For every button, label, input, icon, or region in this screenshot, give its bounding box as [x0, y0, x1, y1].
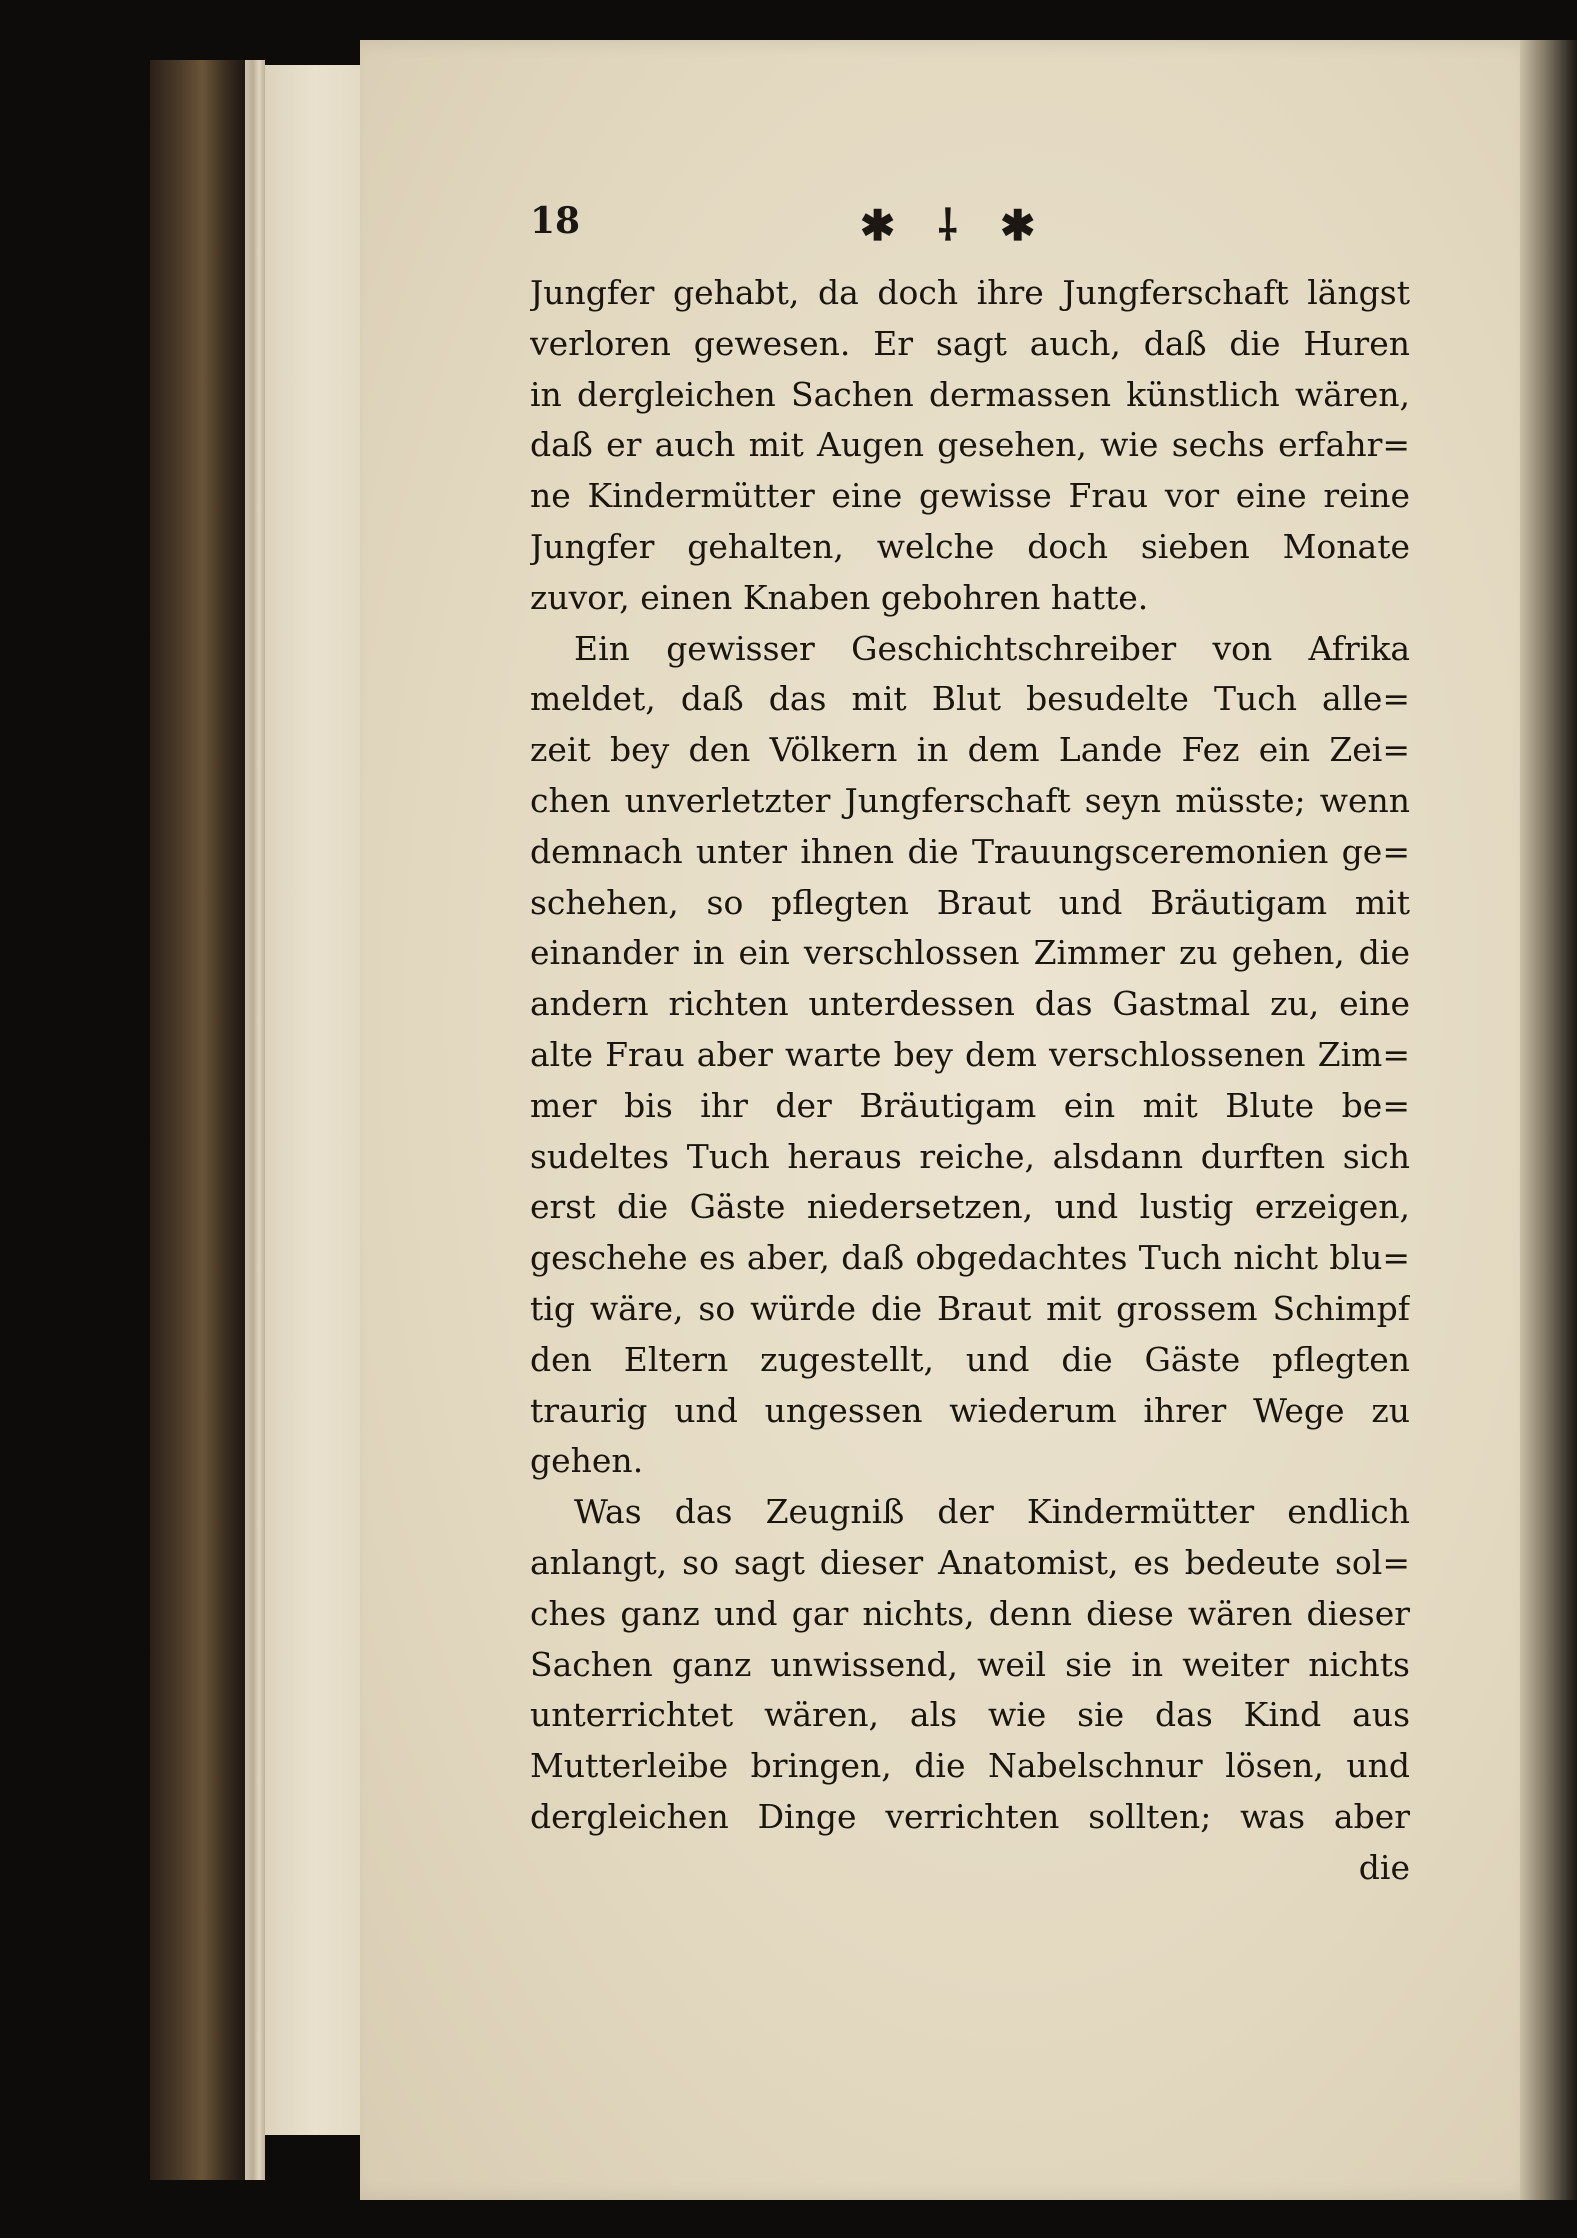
text-line: Sachen ganz unwissend, weil sie in weiter nichts [530, 1644, 1410, 1684]
text-line: zuvor, einen Knaben gebohren hatte. [530, 577, 1149, 617]
text-line: Ein gewisser Geschichtschreiber von Afrika [574, 628, 1410, 668]
text-line: tig wäre, so würde die Braut mit grossem Schimpf [530, 1288, 1410, 1328]
text-line: traurig und ungessen wiederum ihrer Wege zu [530, 1390, 1410, 1430]
text-line: einander in ein verschlossen Zimmer zu gehen, die [530, 933, 1410, 973]
header-ornament: ✱ ⸸ ✱ [860, 201, 1050, 250]
text-line: daß er auch mit Augen gesehen, wie sechs erfahr= [530, 425, 1410, 465]
text-line: Jungfer gehabt, da doch ihre Jungferschaft längst [530, 273, 1410, 312]
text-line: anlangt, so sagt dieser Anatomist, es bedeute sol= [530, 1542, 1410, 1582]
body-text [530, 268, 1410, 1894]
text-line: geschehe es aber, daß obgedachtes Tuch nicht blu= [530, 1238, 1410, 1278]
text-line: den Eltern zugestellt, und die Gäste pflegten [530, 1339, 1410, 1379]
text-line: gehen. [530, 1441, 644, 1481]
previous-page-edges [265, 65, 365, 2135]
text-line: ches ganz und gar nichts, denn diese wären dieser [530, 1593, 1410, 1633]
text-line: Was das Zeugniß der Kindermütter endlich [574, 1492, 1410, 1532]
text-line: mer bis ihr der Bräutigam ein mit Blute be= [530, 1085, 1410, 1125]
text-line: schehen, so pflegten Braut und Bräutigam mit [530, 882, 1410, 922]
text-line: meldet, daß das mit Blut besudelte Tuch alle= [530, 679, 1410, 719]
page-number: 18 [530, 200, 581, 242]
text-line: in dergleichen Sachen dermassen künstlich wären, [530, 374, 1410, 414]
text-line: demnach unter ihnen die Trauungsceremonien ge= [530, 831, 1410, 871]
text-line: Mutterleibe bringen, die Nabelschnur lösen, und [530, 1746, 1410, 1786]
text-line: verloren gewesen. Er sagt auch, daß die Huren [530, 323, 1410, 363]
text-line: unterrichtet wären, als wie sie das Kind aus [530, 1695, 1410, 1735]
book-spine [150, 60, 245, 2180]
text-line: dergleichen Dinge verrichten sollten; was aber [530, 1796, 1410, 1836]
text-line: ne Kindermütter eine gewisse Frau vor eine reine [530, 476, 1410, 516]
text-line: Jungfer gehalten, welche doch sieben Monate [530, 526, 1410, 566]
text-line: chen unverletzter Jungferschaft seyn müsste; wenn [530, 780, 1410, 820]
page-right-shadow [1520, 40, 1577, 2200]
text-line: sudeltes Tuch heraus reiche, alsdann durften sich [530, 1136, 1410, 1176]
text-line: die [1358, 1847, 1410, 1887]
page-header [530, 200, 1430, 260]
text-line: alte Frau aber warte bey dem verschlossenen Zim= [530, 1034, 1410, 1074]
text-line: erst die Gäste niedersetzen, und lustig erzeigen, [530, 1187, 1410, 1227]
text-line: zeit bey den Völkern in dem Lande Fez ein Zei= [530, 730, 1410, 770]
spine-edge [245, 60, 265, 2180]
text-line: andern richten unterdessen das Gastmal zu, eine [530, 984, 1410, 1024]
